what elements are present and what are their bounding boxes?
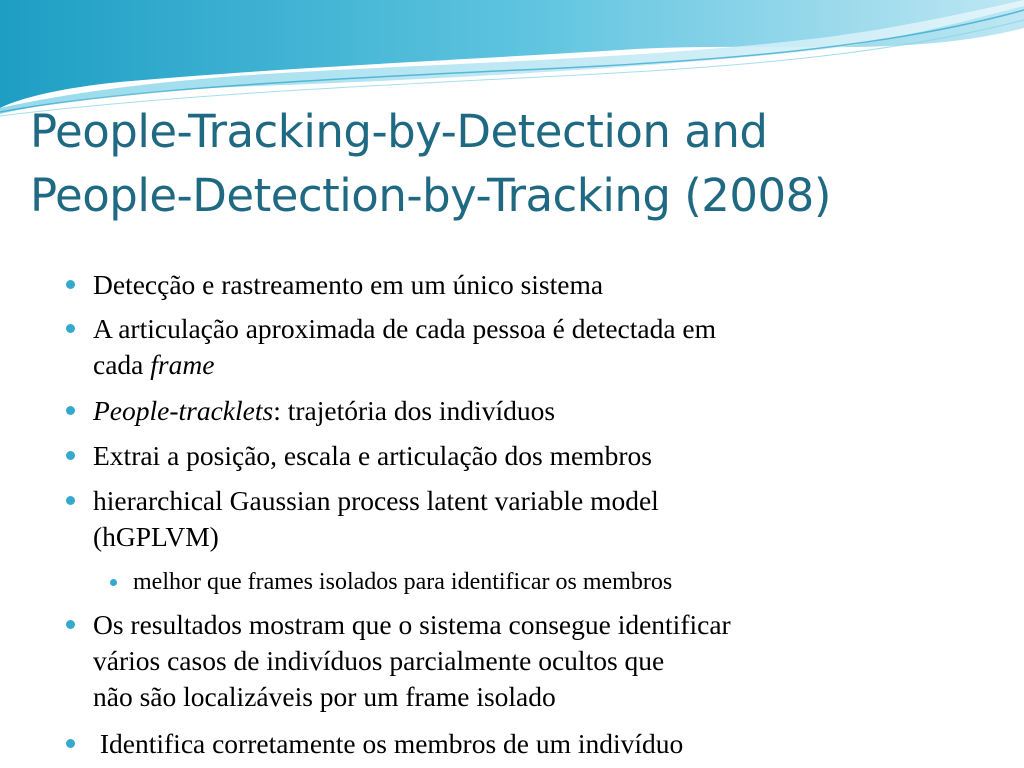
bullet-dot xyxy=(66,324,75,333)
list-item-text: hierarchical Gaussian process latent variable model xyxy=(93,485,659,516)
list-item-text xyxy=(93,347,716,383)
list-item-text: Detecção e rastreamento em um único sistema xyxy=(93,269,604,300)
bullet-dot xyxy=(66,451,75,460)
list-item-text: Extrai a posição, escala e articulação dos membros xyxy=(93,440,652,471)
list-item xyxy=(93,267,603,303)
bullet-dot xyxy=(66,406,75,415)
italic-term: frame xyxy=(150,349,215,380)
list-item-text: Identifica corretamente os membros de um indivíduo xyxy=(93,728,684,759)
bullet-dot xyxy=(66,280,75,289)
list-item xyxy=(93,393,555,429)
list-item-text: Os resultados mostram que o sistema consegue identificar xyxy=(93,609,731,640)
list-item xyxy=(93,483,659,555)
title-line-1: People-Tracking-by-Detection and xyxy=(30,105,768,158)
bullet-dot xyxy=(66,620,75,629)
list-item xyxy=(93,726,683,762)
italic-term: People-tracklets xyxy=(93,395,274,426)
bullet-dot xyxy=(66,739,75,748)
list-item-text xyxy=(93,393,555,429)
bullet-dot xyxy=(66,496,75,505)
list-item xyxy=(93,438,652,474)
sub-bullet-dot xyxy=(110,579,117,586)
list-item-text: A articulação aproximada de cada pessoa é detectada em xyxy=(93,313,717,344)
list-item-text: melhor que frames isolados para identificar os membros xyxy=(133,569,673,595)
text-fragment: : trajetória dos indivíduos xyxy=(273,395,556,426)
title-line-2: People-Detection-by-Tracking (2008) xyxy=(30,169,831,222)
list-item xyxy=(93,311,716,383)
sub-list-item xyxy=(133,567,672,597)
list-item-text: vários casos de indivíduos parcialmente ocultos que xyxy=(93,645,665,676)
text-fragment: cada xyxy=(93,349,151,380)
list-item-text: não são localizáveis por um frame isolado xyxy=(93,681,556,712)
list-item xyxy=(93,607,731,715)
list-item-text: (hGPLVM) xyxy=(93,521,219,552)
